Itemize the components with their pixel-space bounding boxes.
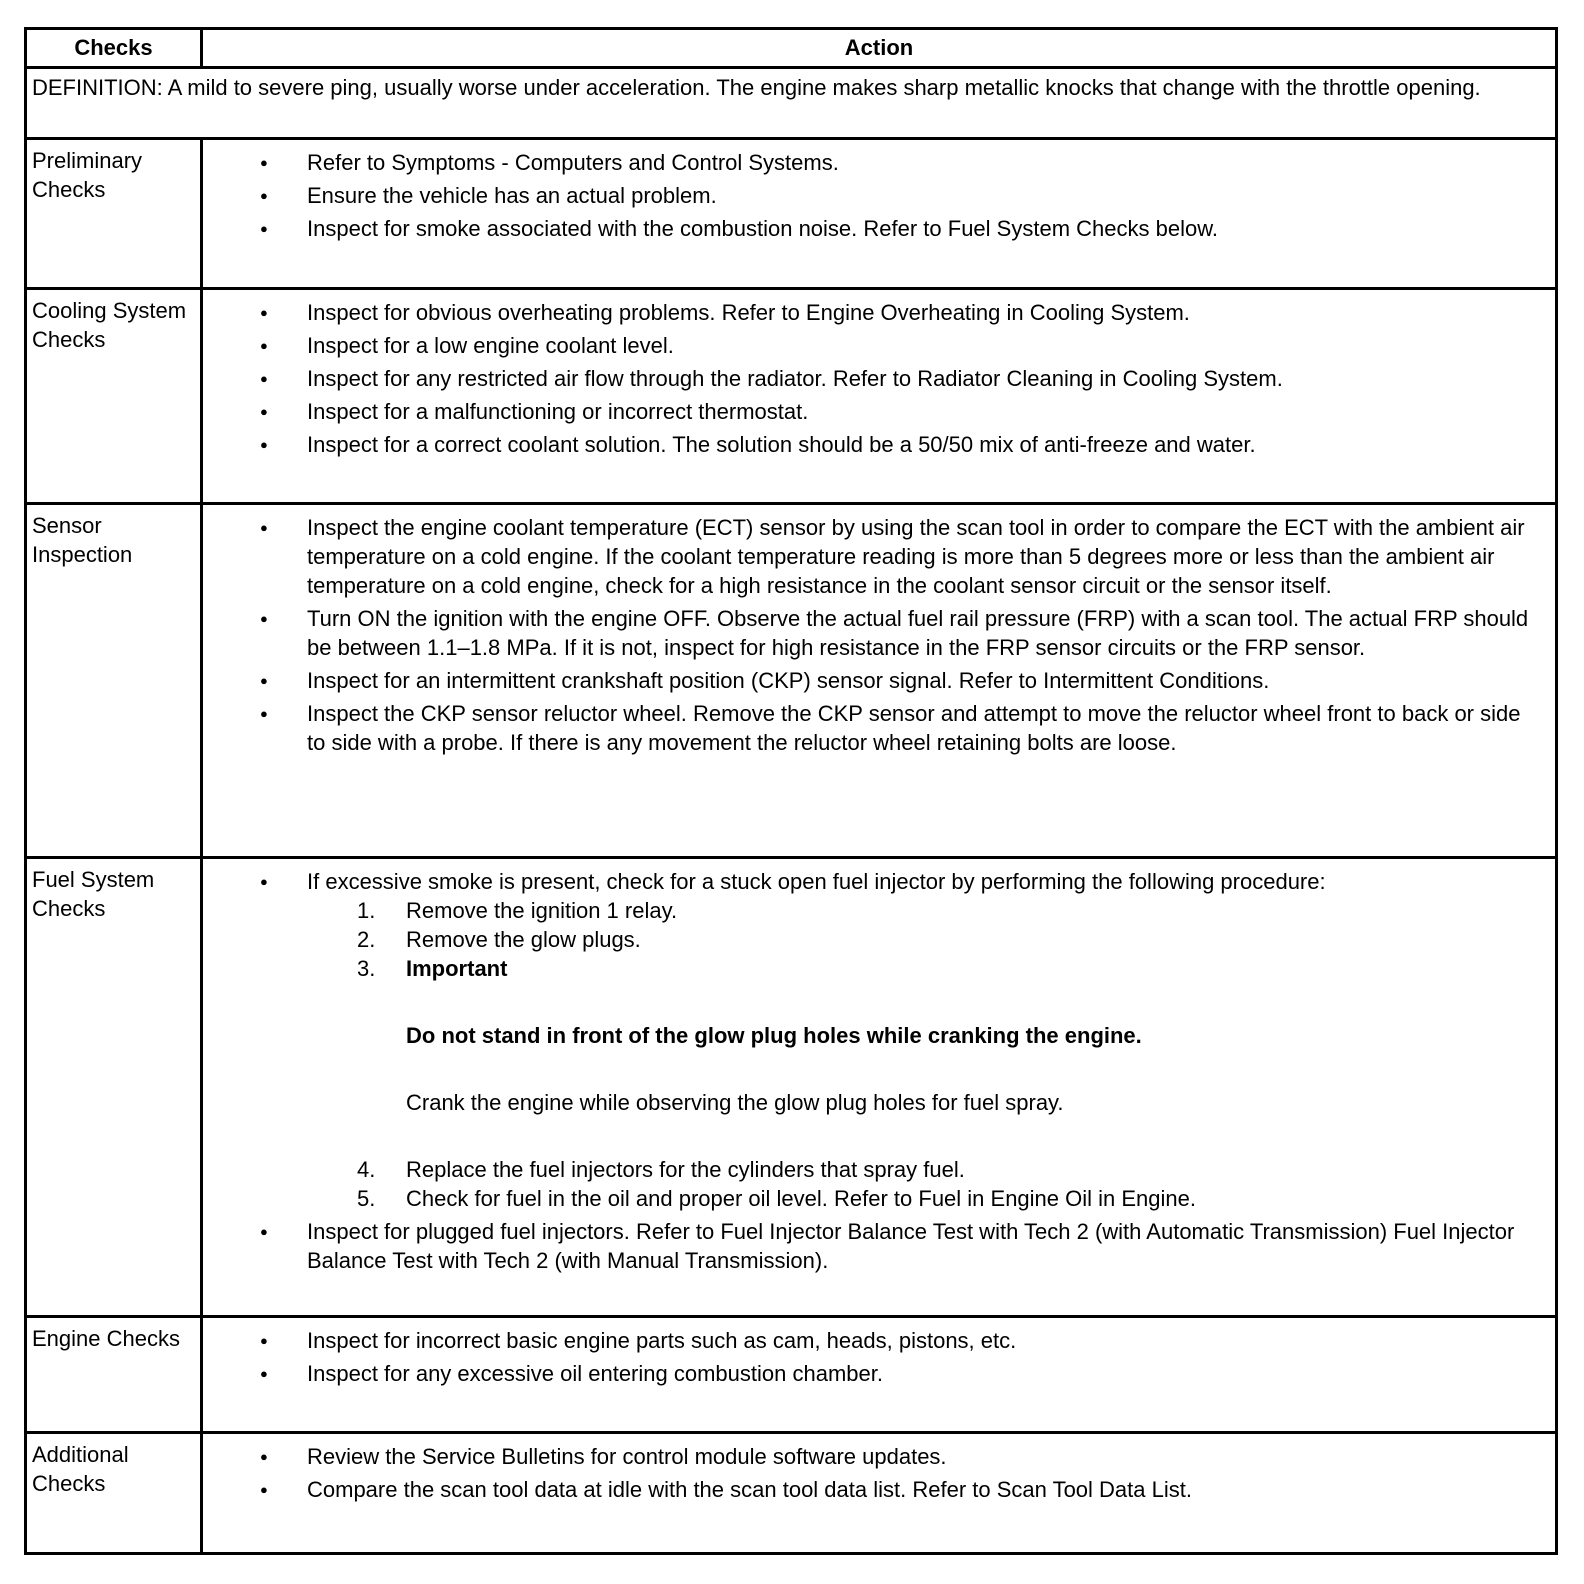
diagnostic-table — [24, 27, 1558, 1555]
step-text: Remove the glow plugs. — [406, 927, 641, 952]
step-text: Check for fuel in the oil and proper oil level. Refer to Fuel in Engine Oil in Engine. — [406, 1186, 1196, 1211]
list-item: ● Inspect for a low engine coolant level. — [203, 331, 1543, 360]
step-text: Replace the fuel injectors for the cylinders that spray fuel. — [406, 1157, 965, 1182]
step-number: 3. — [357, 956, 376, 981]
table-row — [27, 1434, 1555, 1552]
important-heading: Important — [406, 956, 508, 981]
list-item: ● Inspect for any excessive oil entering combustion chamber. — [203, 1359, 1543, 1388]
step-number: 4. — [357, 1157, 376, 1182]
list-item: ● Compare the scan tool data at idle with the scan tool data list. Refer to Scan Tool Data List. — [203, 1475, 1543, 1504]
step-item — [307, 1155, 1543, 1184]
action-cell — [203, 290, 1555, 502]
list-item: ● Ensure the vehicle has an actual problem. — [203, 181, 1543, 210]
action-cell — [203, 140, 1555, 287]
step-text: Crank the engine while observing the glow plug holes for fuel spray. — [406, 1090, 1064, 1115]
procedure-intro: ● If excessive smoke is present, check for a stuck open fuel injector by performing the following procedure: — [307, 869, 1326, 894]
step-item — [307, 1184, 1543, 1213]
step-number: 5. — [357, 1186, 376, 1211]
list-item: ● Inspect for obvious overheating problems. Refer to Engine Overheating in Cooling System. — [203, 298, 1543, 327]
definition-row — [27, 69, 1555, 140]
step-item — [307, 954, 1543, 1117]
table-row — [27, 1318, 1555, 1434]
list-item: ● Inspect for a malfunctioning or incorrect thermostat. — [203, 397, 1543, 426]
category-label: Additional Checks — [27, 1434, 203, 1552]
action-cell — [203, 859, 1555, 1315]
list-item: ● Refer to Symptoms - Computers and Control Systems. — [203, 148, 1543, 177]
table-row — [27, 140, 1555, 290]
procedure-steps — [307, 896, 1543, 1213]
step-text: Remove the ignition 1 relay. — [406, 898, 678, 923]
list-item: ● Inspect the engine coolant temperature (ECT) sensor by using the scan tool in order to compare the ECT with the ambient air temperature on a cold engine. If the coolant temperature reading is more than 5 degrees more or less than the ambient air temperature on a cold engine, check for a high resistance in the coolant sensor circuit or the sensor itself. — [203, 513, 1543, 600]
table-row — [27, 859, 1555, 1318]
list-item: ● Inspect for plugged fuel injectors. Refer to Fuel Injector Balance Test with Tech 2 (with Automatic Transmission) Fuel Injector Balance Test with Tech 2 (with Manual Transmission). — [203, 1217, 1543, 1275]
header-action: Action — [844, 35, 914, 60]
list-item: ● Inspect for a correct coolant solution. The solution should be a 50/50 mix of anti-freeze and water. — [203, 430, 1543, 459]
action-cell — [203, 1318, 1555, 1431]
list-item: ● Turn ON the ignition with the engine OFF. Observe the actual fuel rail pressure (FRP) with a scan tool. The actual FRP should be between 1.1–1.8 MPa. If it is not, inspect for high resistance in the FRP sensor circuits or the FRP sensor. — [203, 604, 1543, 662]
action-cell — [203, 1434, 1555, 1552]
table-row — [27, 505, 1555, 859]
step-item — [307, 896, 1543, 925]
list-item — [203, 867, 1543, 1213]
list-item: ● Inspect for incorrect basic engine parts such as cam, heads, pistons, etc. — [203, 1326, 1543, 1355]
definition-text: DEFINITION: A mild to severe ping, usually worse under acceleration. The engine makes sharp metallic knocks that change with the throttle opening. — [32, 75, 1481, 100]
action-cell — [203, 505, 1555, 856]
list-item: ● Inspect for an intermittent crankshaft position (CKP) sensor signal. Refer to Intermittent Conditions. — [203, 666, 1543, 695]
category-label: Sensor Inspection — [27, 505, 203, 856]
header-row — [27, 30, 1555, 69]
step-number: 2. — [357, 927, 376, 952]
header-checks: Checks — [27, 30, 203, 66]
category-label: Cooling System Checks — [27, 290, 203, 502]
list-item: ● Inspect the CKP sensor reluctor wheel. Remove the CKP sensor and attempt to move the reluctor wheel front to back or side to side with a probe. If there is any movement the reluctor wheel retaining bolts are loose. — [203, 699, 1543, 757]
table-row — [27, 290, 1555, 505]
list-item: ● Review the Service Bulletins for control module software updates. — [203, 1442, 1543, 1471]
list-item: ● Inspect for any restricted air flow through the radiator. Refer to Radiator Cleaning in Cooling System. — [203, 364, 1543, 393]
list-item: ● Inspect for smoke associated with the combustion noise. Refer to Fuel System Checks below. — [203, 214, 1543, 243]
warning-text: Do not stand in front of the glow plug holes while cranking the engine. — [406, 1023, 1142, 1048]
step-item — [307, 925, 1543, 954]
category-label: Preliminary Checks — [27, 140, 203, 287]
category-label: Fuel System Checks — [27, 859, 203, 1315]
step-number: 1. — [357, 898, 376, 923]
category-label: Engine Checks — [27, 1318, 203, 1431]
